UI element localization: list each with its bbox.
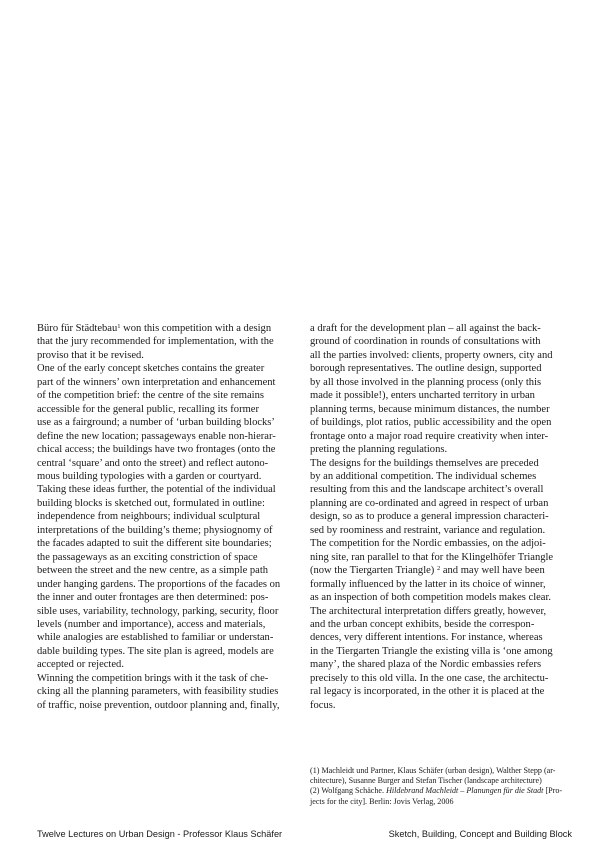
text-line: Büro für Städtebau$^1$ won this competition with a design: [37, 323, 272, 334]
text-line: mous building typologies with a garden or courtyard.: [37, 470, 262, 482]
text-line: independence from neighbours; individual sculptural: [37, 511, 261, 523]
text-line: planning are co-ordinated and agreed in respect of urban: [310, 497, 549, 509]
text-line: as an inspection of both competition models makes clear.: [310, 592, 552, 604]
footnote-ref: 2: [436, 565, 441, 573]
text-line: while analogies are established to familiar or understan-: [37, 632, 274, 644]
text-line: by all those involved in the planning process (only this: [310, 376, 542, 388]
text-line: of the competition brief: the centre of the site remains: [37, 390, 264, 402]
body-column-right: [310, 322, 572, 712]
text-line: the inner and outer frontages are then determined: pos-: [37, 592, 269, 604]
footnote-2-title: Hildebrand Machleidt – Planungen für die Stadt: [386, 786, 544, 796]
text-line: under hanging gardens. The proportions of the facades on: [37, 578, 281, 590]
text-line: and the urban concept exhibits, beside the correspon-: [310, 618, 535, 630]
text-line: the passageways as an exciting constriction of space: [37, 551, 258, 563]
text-line: levels (number and importance), access and materials,: [37, 618, 266, 630]
text-line: accepted or rejected.: [37, 659, 124, 671]
text-line: between the street and the new centre, as a simple path: [37, 565, 269, 577]
text-line: cking all the planning parameters, with feasibility studies: [37, 686, 279, 698]
text-line: sed by roominess and restraint, variance and regulation.: [310, 524, 546, 536]
text-line: Taking these ideas further, the potential of the individual: [37, 484, 276, 496]
text-line: preting the planning regulations.: [310, 444, 448, 456]
text-line: made it possible!), enters uncharted territory in urban: [310, 390, 535, 402]
text-line: design, so as to produce a general impression characteri-: [310, 511, 549, 523]
body-column-left: [37, 322, 299, 712]
text-line: of traffic, noise prevention, outdoor planning and, finally,: [37, 699, 280, 711]
text-line: The architectural interpretation differs greatly, however,: [310, 605, 547, 617]
text-line: building blocks is sketched out, formulated in outline:: [37, 497, 265, 509]
text-line: many’, the shared plaza of the Nordic embassies refers: [310, 659, 542, 671]
text-line: in the Tiergarten Triangle the existing villa is ‘one among: [310, 645, 553, 657]
text-line: by an additional competition. The individual schemes: [310, 470, 537, 482]
text-line: resulting from this and the landscape architect’s overall: [310, 484, 544, 496]
text-line: ral legacy is incorporated, in the other it is placed at the: [310, 686, 545, 698]
text-line: proviso that it be revised.: [37, 349, 144, 361]
footnote-1-line: chitecture), Susanne Burger and Stefan Tischer (landscape architecture): [310, 776, 542, 786]
text-line: dences, very different intentions. For instance, whereas: [310, 632, 543, 644]
footnote-1-line: (1) Machleidt und Partner, Klaus Schäfer (urban design), Walther Stepp (ar-: [310, 766, 556, 775]
text-line: all the parties involved: clients, property owners, city and: [310, 349, 553, 361]
text-line: (now the Tiergarten Triangle) $^2$ and may well have been: [310, 565, 545, 577]
text-line: define the new location; passageways enable non-hierar-: [37, 430, 276, 442]
text-line: formally influenced by the latter in its choice of winner,: [310, 578, 546, 590]
text-line: planning terms, because minimum distances, the number: [310, 403, 550, 415]
footnote-2-line: jects for the city]. Berlin: Jovis Verlag, 2006: [310, 796, 454, 806]
text-line: chical access; the buildings have two frontages (onto the: [37, 444, 276, 456]
text-line: interpretations of the building’s theme; physiognomy of: [37, 524, 273, 536]
footnote-2-line: (2) Wolfgang Schäche. Hildebrand Machleidt – Planungen für die Stadt [Pro-: [310, 786, 563, 796]
text-line: precisely to this old villa. In the one case, the architectu-: [310, 672, 549, 684]
text-line: the facades adapted to suit the different site boundaries;: [37, 538, 272, 550]
text-line: use as a fairground; a number of ‘urban building blocks’: [37, 417, 275, 429]
footnotes: [310, 766, 572, 807]
text-line: Winning the competition brings with it the task of che-: [37, 672, 269, 684]
footnote-ref: 1: [117, 323, 121, 330]
text-line: The designs for the buildings themselves are preceded: [310, 457, 539, 469]
text-line: One of the early concept sketches contains the greater: [37, 363, 265, 375]
text-line: of buildings, plot ratios, public accessibility and the open: [310, 417, 552, 429]
text-line: accessible for the general public, recalling its former: [37, 403, 259, 415]
text-line: ground of coordination in rounds of consultations with: [310, 336, 541, 348]
text-line: The competition for the Nordic embassies, on the adjoi-: [310, 538, 546, 550]
text-line: focus.: [310, 699, 336, 711]
text-line: borough representatives. The outline design, supported: [310, 363, 542, 375]
text-line: central ‘square’ and onto the street) and reflect autono-: [37, 457, 269, 469]
footer-section-title: Sketch, Building, Concept and Building Block: [388, 829, 572, 839]
text-line: frontage onto a major road require creativity when inter-: [310, 430, 549, 442]
footer-course-title: Twelve Lectures on Urban Design - Professor Klaus Schäfer: [37, 829, 283, 839]
text-line: part of the winners’ own interpretation and enhancement: [37, 376, 276, 388]
text-line: ning site, ran parallel to that for the Klingelhöfer Triangle: [310, 551, 554, 563]
text-line: dable building types. The site plan is agreed, models are: [37, 645, 274, 657]
text-line: a draft for the development plan – all against the back-: [310, 323, 541, 334]
text-line: that the jury recommended for implementation, with the: [37, 336, 274, 348]
text-line: sible uses, variability, technology, parking, security, floor: [37, 605, 279, 617]
